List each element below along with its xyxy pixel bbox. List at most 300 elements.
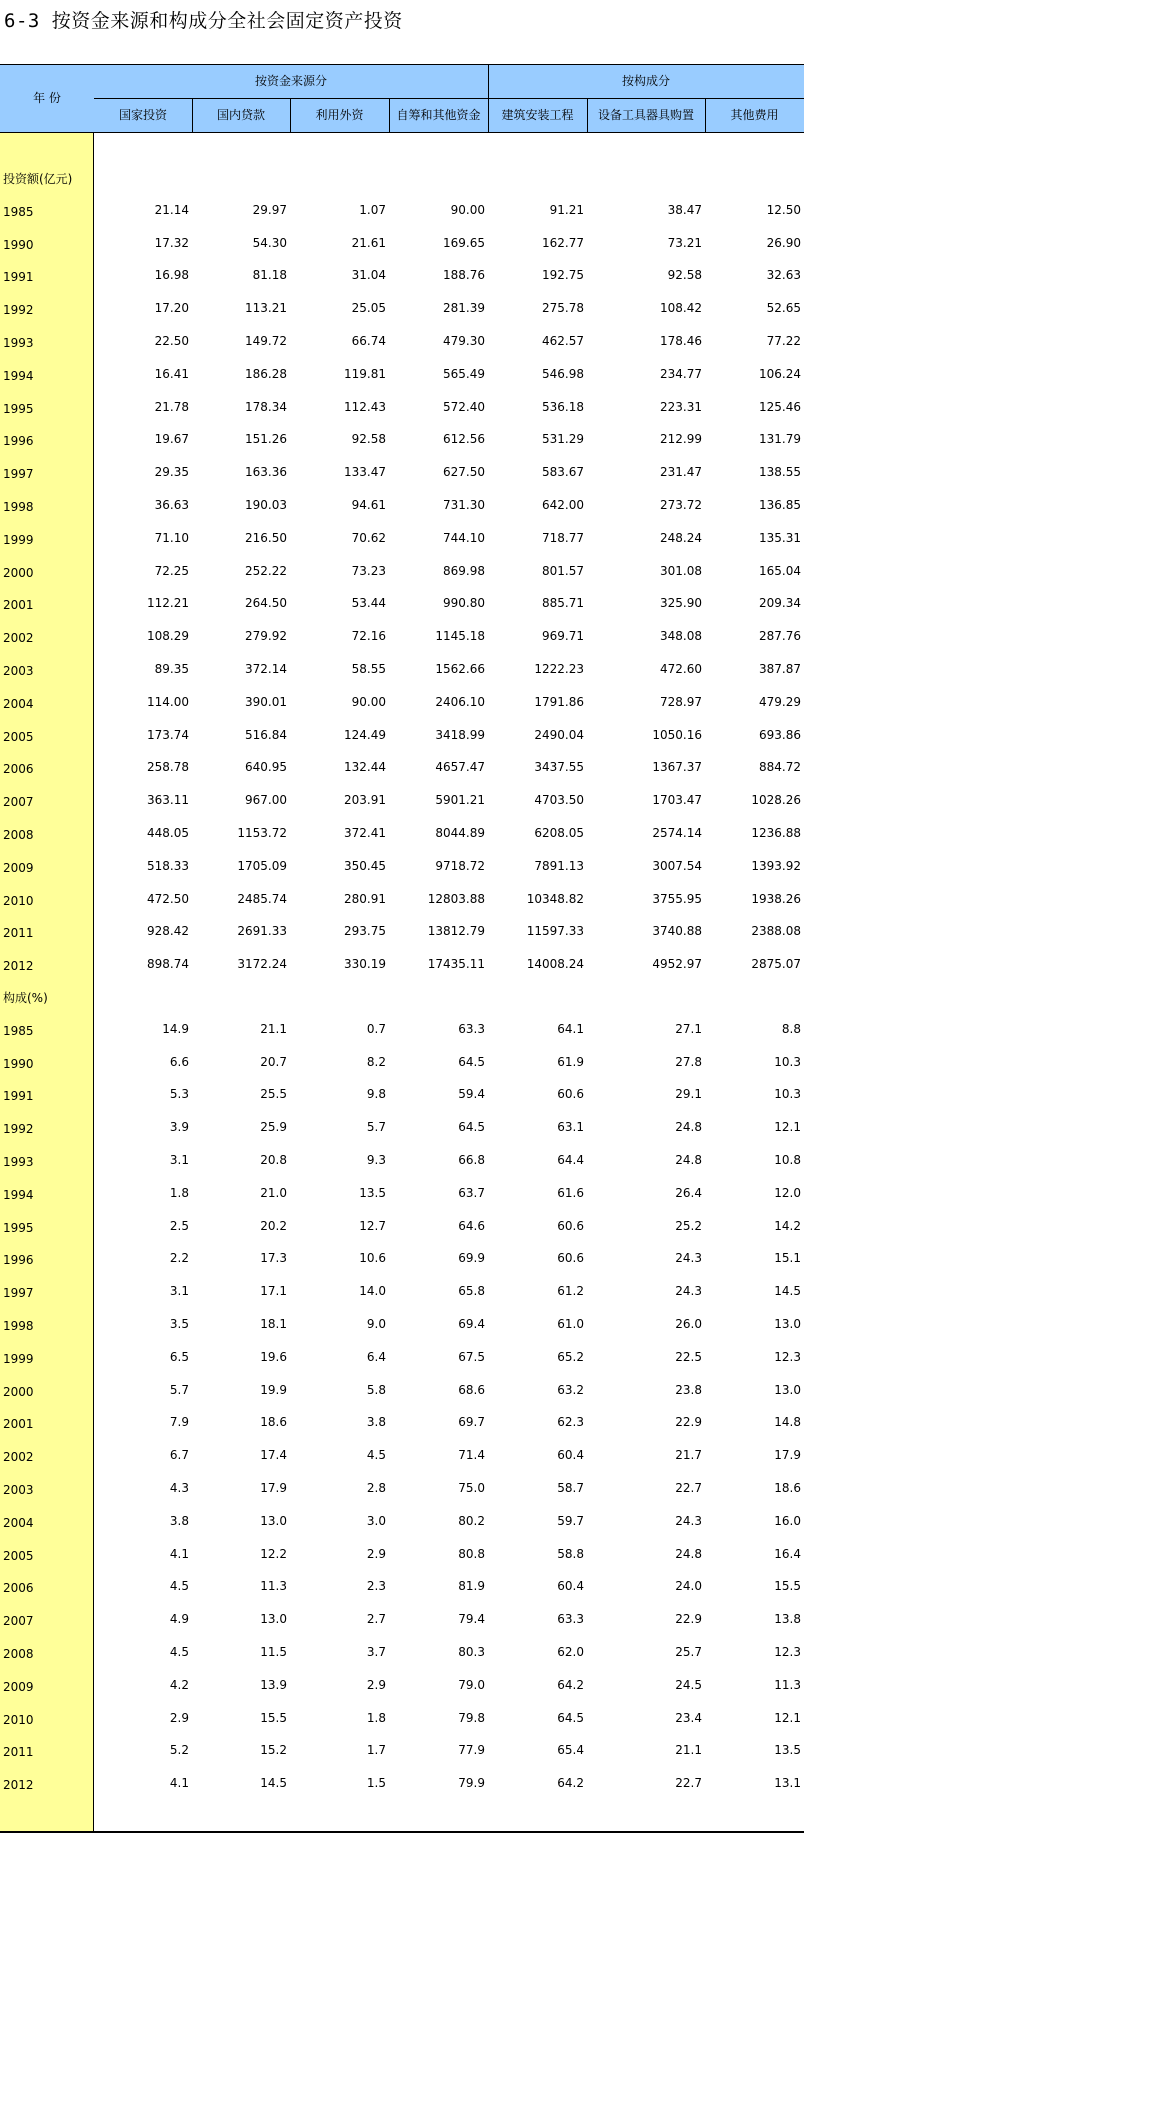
table-cell: 13.8 — [774, 1612, 801, 1627]
row-year: 1993 — [3, 336, 34, 350]
row-year: 1991 — [3, 1089, 34, 1104]
table-cell: 60.6 — [557, 1251, 584, 1266]
row-year: 1990 — [3, 1056, 34, 1071]
table-cell: 14008.24 — [526, 957, 584, 972]
row-year: 1993 — [3, 1155, 34, 1169]
section-label: 投资额(亿元) — [3, 172, 73, 186]
table-cell: 21.14 — [154, 202, 189, 217]
table-cell: 151.26 — [245, 432, 287, 447]
table-cell: 21.78 — [154, 399, 189, 414]
table-cell: 4703.50 — [534, 793, 584, 808]
row-year: 2000 — [3, 1384, 34, 1399]
table-cell: 448.05 — [147, 826, 189, 840]
table-cell: 0.7 — [366, 1021, 386, 1036]
table-cell: 90.00 — [351, 694, 386, 709]
table-cell: 22.50 — [154, 334, 189, 348]
table-cell: 113.21 — [245, 301, 287, 316]
table-cell: 8.8 — [781, 1021, 801, 1036]
table-cell: 17.1 — [260, 1284, 287, 1299]
table-cell: 63.3 — [557, 1612, 584, 1627]
table-cell: 60.6 — [557, 1087, 584, 1102]
table-cell: 212.99 — [660, 432, 702, 447]
table-cell: 138.55 — [759, 465, 801, 480]
table-cell: 80.2 — [458, 1513, 485, 1528]
table-cell: 26.4 — [675, 1185, 702, 1200]
table-cell: 7.9 — [169, 1415, 189, 1430]
table-cell: 60.4 — [557, 1448, 584, 1463]
header-col-other-expenses: 其他费用 — [730, 108, 779, 122]
table-cell: 3418.99 — [435, 727, 485, 742]
table-cell: 17.4 — [260, 1448, 287, 1463]
table-cell: 223.31 — [660, 399, 702, 414]
table-cell: 32.63 — [766, 268, 801, 283]
table-cell: 516.84 — [245, 727, 287, 742]
table-cell: 13.5 — [359, 1185, 386, 1200]
row-year: 2011 — [3, 926, 34, 941]
table-cell: 79.4 — [458, 1612, 485, 1627]
row-year: 2003 — [3, 664, 34, 678]
table-cell: 3755.95 — [652, 891, 702, 906]
row-year: 2001 — [3, 598, 34, 613]
table-cell: 12.3 — [774, 1349, 801, 1364]
row-year: 1996 — [3, 1253, 34, 1268]
table-cell: 264.50 — [245, 596, 287, 611]
table-cell: 17.3 — [260, 1251, 287, 1266]
table-cell: 17.9 — [260, 1481, 287, 1495]
year-column-band — [0, 64, 94, 1832]
row-year: 1997 — [3, 467, 34, 482]
table-cell: 69.9 — [458, 1251, 485, 1266]
table-cell: 2.5 — [169, 1218, 189, 1233]
table-cell: 14.5 — [774, 1284, 801, 1299]
table-cell: 17.20 — [154, 301, 189, 316]
table-cell: 275.78 — [542, 301, 584, 316]
table-cell: 22.9 — [675, 1612, 702, 1627]
table-cell: 25.7 — [675, 1645, 702, 1659]
table-cell: 14.0 — [359, 1284, 386, 1299]
table-cell: 63.1 — [557, 1120, 584, 1135]
header-col-self-raised-funds: 自筹和其他资金 — [396, 108, 481, 122]
table-cell: 5.3 — [169, 1087, 189, 1102]
table-cell: 869.98 — [443, 563, 485, 578]
page-title: 6-3 按资金来源和构成分全社会固定资产投资 — [4, 10, 403, 32]
table-cell: 531.29 — [542, 432, 584, 447]
table-cell: 640.95 — [245, 760, 287, 775]
table-cell: 287.76 — [759, 629, 801, 644]
table-cell: 612.56 — [443, 432, 485, 447]
table-cell: 16.0 — [774, 1513, 801, 1528]
table-cell: 8044.89 — [435, 826, 485, 840]
table-cell: 18.6 — [774, 1481, 801, 1495]
table-cell: 387.87 — [759, 662, 801, 676]
header-top-border — [0, 64, 804, 65]
table-cell: 108.42 — [660, 301, 702, 316]
table-cell: 1.8 — [169, 1185, 189, 1200]
table-cell: 94.61 — [351, 498, 386, 512]
table-bottom-border — [0, 1831, 804, 1833]
table-cell: 231.47 — [660, 465, 702, 480]
table-cell: 5901.21 — [435, 793, 485, 808]
table-cell: 4657.47 — [435, 760, 485, 775]
table-cell: 135.31 — [759, 530, 801, 545]
table-cell: 69.4 — [458, 1317, 485, 1331]
table-cell: 53.44 — [351, 596, 386, 611]
table-cell: 10.8 — [774, 1153, 801, 1167]
row-year: 1998 — [3, 1319, 34, 1333]
row-year: 2005 — [3, 729, 34, 744]
table-cell: 693.86 — [759, 727, 801, 742]
table-cell: 90.00 — [450, 202, 485, 217]
table-cell: 718.77 — [542, 530, 584, 545]
table-cell: 112.43 — [344, 399, 386, 414]
table-cell: 25.9 — [260, 1120, 287, 1135]
table-cell: 125.46 — [759, 399, 801, 414]
table-cell: 12.0 — [774, 1185, 801, 1200]
table-cell: 19.6 — [260, 1349, 287, 1364]
table-cell: 9718.72 — [435, 858, 485, 873]
table-cell: 73.21 — [667, 235, 702, 250]
table-cell: 14.9 — [162, 1021, 189, 1036]
table-cell: 4.5 — [366, 1448, 386, 1463]
row-year: 2010 — [3, 893, 34, 908]
table-cell: 5.8 — [366, 1382, 386, 1397]
section-label: 构成(%) — [3, 991, 48, 1005]
table-cell: 1050.16 — [652, 727, 702, 742]
table-cell: 119.81 — [344, 366, 386, 381]
table-cell: 162.77 — [542, 235, 584, 250]
table-cell: 273.72 — [660, 498, 702, 512]
table-cell: 79.8 — [458, 1710, 485, 1725]
table-cell: 3.9 — [169, 1120, 189, 1135]
table-cell: 2875.07 — [751, 957, 801, 972]
table-cell: 6.7 — [169, 1448, 189, 1463]
table-cell: 108.29 — [147, 629, 189, 644]
table-cell: 27.8 — [675, 1054, 702, 1069]
table-cell: 124.49 — [344, 727, 386, 742]
table-cell: 248.24 — [660, 530, 702, 545]
row-year: 1995 — [3, 401, 34, 416]
table-cell: 2388.08 — [751, 924, 801, 939]
table-cell: 149.72 — [245, 334, 287, 348]
table-cell: 281.39 — [443, 301, 485, 316]
table-cell: 23.4 — [675, 1710, 702, 1725]
table-cell: 13812.79 — [427, 924, 485, 939]
table-cell: 258.78 — [147, 760, 189, 775]
table-cell: 173.74 — [147, 727, 189, 742]
table-cell: 29.35 — [154, 465, 189, 480]
table-cell: 23.8 — [675, 1382, 702, 1397]
table-cell: 16.4 — [774, 1546, 801, 1561]
row-year: 2011 — [3, 1745, 34, 1760]
table-cell: 71.10 — [154, 530, 189, 545]
table-cell: 13.0 — [774, 1317, 801, 1331]
table-cell: 4.5 — [169, 1645, 189, 1659]
row-year: 1995 — [3, 1220, 34, 1235]
table-cell: 22.7 — [675, 1776, 702, 1791]
table-cell: 114.00 — [147, 694, 189, 709]
table-cell: 9.8 — [366, 1087, 386, 1102]
table-cell: 479.30 — [443, 334, 485, 348]
table-cell: 92.58 — [667, 268, 702, 283]
table-cell: 178.34 — [245, 399, 287, 414]
table-cell: 59.4 — [458, 1087, 485, 1102]
table-cell: 12.7 — [359, 1218, 386, 1233]
table-cell: 2.2 — [169, 1251, 189, 1266]
table-cell: 6208.05 — [534, 826, 584, 840]
table-cell: 627.50 — [443, 465, 485, 480]
table-cell: 2406.10 — [435, 694, 485, 709]
table-cell: 24.3 — [675, 1513, 702, 1528]
table-cell: 472.60 — [660, 662, 702, 676]
table-cell: 12803.88 — [427, 891, 485, 906]
table-cell: 60.6 — [557, 1218, 584, 1233]
table-cell: 72.16 — [351, 629, 386, 644]
table-cell: 14.2 — [774, 1218, 801, 1233]
table-cell: 1791.86 — [534, 694, 584, 709]
table-cell: 11.5 — [260, 1645, 287, 1659]
table-cell: 363.11 — [147, 793, 189, 808]
table-cell: 1562.66 — [435, 662, 485, 676]
table-cell: 1.5 — [366, 1776, 386, 1791]
table-cell: 4.1 — [169, 1776, 189, 1791]
table-cell: 5.7 — [169, 1382, 189, 1397]
table-cell: 8.2 — [366, 1054, 386, 1069]
table-cell: 216.50 — [245, 530, 287, 545]
table-cell: 58.55 — [351, 662, 386, 676]
table-cell: 79.0 — [458, 1677, 485, 1692]
row-year: 2008 — [3, 1647, 34, 1661]
table-cell: 136.85 — [759, 498, 801, 512]
table-cell: 2.9 — [169, 1710, 189, 1725]
table-cell: 3437.55 — [534, 760, 584, 775]
table-cell: 11.3 — [260, 1579, 287, 1594]
table-cell: 884.72 — [759, 760, 801, 775]
table-cell: 1393.92 — [751, 858, 801, 873]
row-year: 1994 — [3, 1187, 34, 1202]
table-cell: 27.1 — [675, 1021, 702, 1036]
table-cell: 252.22 — [245, 563, 287, 578]
table-cell: 546.98 — [542, 366, 584, 381]
table-cell: 60.4 — [557, 1579, 584, 1594]
row-year: 1991 — [3, 270, 34, 285]
table-cell: 12.1 — [774, 1120, 801, 1135]
table-cell: 165.04 — [759, 563, 801, 578]
table-cell: 133.47 — [344, 465, 386, 480]
table-cell: 58.7 — [557, 1481, 584, 1495]
table-cell: 2490.04 — [534, 727, 584, 742]
table-cell: 21.1 — [675, 1743, 702, 1758]
table-cell: 80.3 — [458, 1645, 485, 1659]
table-cell: 472.50 — [147, 891, 189, 906]
table-cell: 13.0 — [774, 1382, 801, 1397]
table-cell: 518.33 — [147, 858, 189, 873]
table-cell: 13.0 — [260, 1513, 287, 1528]
table-cell: 89.35 — [154, 662, 189, 676]
table-cell: 1236.88 — [751, 826, 801, 840]
table-cell: 1367.37 — [652, 760, 702, 775]
table-cell: 16.41 — [154, 366, 189, 381]
table-cell: 234.77 — [660, 366, 702, 381]
table-cell: 6.5 — [169, 1349, 189, 1364]
table-cell: 77.22 — [766, 334, 801, 348]
table-cell: 79.9 — [458, 1776, 485, 1791]
table-cell: 3.0 — [366, 1513, 386, 1528]
table-cell: 63.3 — [458, 1021, 485, 1036]
table-cell: 64.5 — [458, 1120, 485, 1135]
table-cell: 91.21 — [549, 202, 584, 217]
table-cell: 801.57 — [542, 563, 584, 578]
table-cell: 21.0 — [260, 1185, 287, 1200]
table-cell: 3740.88 — [652, 924, 702, 939]
table-cell: 3007.54 — [652, 858, 702, 873]
header-col-equipment-purchase: 设备工具器具购置 — [597, 108, 694, 122]
table-cell: 65.4 — [557, 1743, 584, 1758]
table-cell: 13.0 — [260, 1612, 287, 1627]
table-cell: 990.80 — [443, 596, 485, 611]
table-cell: 4.1 — [169, 1546, 189, 1561]
table-cell: 969.71 — [542, 629, 584, 644]
table-cell: 13.1 — [774, 1776, 801, 1791]
header-group-divider — [94, 98, 804, 99]
table-cell: 1.8 — [366, 1710, 386, 1725]
table-cell: 64.4 — [557, 1153, 584, 1167]
table-cell: 131.79 — [759, 432, 801, 447]
header-col-construction-installation: 建筑安装工程 — [501, 108, 574, 122]
table-cell: 1145.18 — [435, 629, 485, 644]
table-cell: 2485.74 — [237, 891, 287, 906]
row-year: 2004 — [3, 696, 34, 711]
table-cell: 52.65 — [766, 301, 801, 316]
header-group-funding-source: 按资金来源分 — [254, 74, 327, 88]
table-cell: 26.90 — [766, 235, 801, 250]
table-cell: 112.21 — [147, 596, 189, 611]
table-cell: 3.1 — [169, 1284, 189, 1299]
table-cell: 462.57 — [542, 334, 584, 348]
row-year: 2000 — [3, 565, 34, 580]
table-cell: 390.01 — [245, 694, 287, 709]
table-cell: 4952.97 — [652, 957, 702, 972]
row-year: 1992 — [3, 1122, 34, 1137]
row-year: 2007 — [3, 1614, 34, 1629]
table-cell: 73.23 — [351, 563, 386, 578]
table-cell: 536.18 — [542, 399, 584, 414]
row-year: 1985 — [3, 204, 34, 219]
table-cell: 80.8 — [458, 1546, 485, 1561]
table-cell: 17.32 — [154, 235, 189, 250]
table-cell: 21.1 — [260, 1021, 287, 1036]
table-cell: 169.65 — [443, 235, 485, 250]
row-year: 1999 — [3, 1351, 34, 1366]
table-cell: 31.04 — [351, 268, 386, 283]
data-table — [0, 64, 804, 1832]
table-cell: 15.1 — [774, 1251, 801, 1266]
table-cell: 61.9 — [557, 1054, 584, 1069]
table-cell: 1.7 — [366, 1743, 386, 1758]
table-cell: 14.5 — [260, 1776, 287, 1791]
table-cell: 192.75 — [542, 268, 584, 283]
table-cell: 209.34 — [759, 596, 801, 611]
table-cell: 330.19 — [344, 957, 386, 972]
table-cell: 583.67 — [542, 465, 584, 480]
table-cell: 885.71 — [542, 596, 584, 611]
table-cell: 1703.47 — [652, 793, 702, 808]
table-cell: 1705.09 — [237, 858, 287, 873]
table-cell: 2.9 — [366, 1546, 386, 1561]
table-cell: 190.03 — [245, 498, 287, 512]
table-cell: 19.67 — [154, 432, 189, 447]
row-year: 2006 — [3, 762, 34, 777]
table-cell: 203.91 — [344, 793, 386, 808]
table-cell: 61.0 — [557, 1317, 584, 1331]
row-year: 2007 — [3, 795, 34, 810]
table-cell: 731.30 — [443, 498, 485, 512]
table-cell: 12.2 — [260, 1546, 287, 1561]
table-cell: 70.62 — [351, 530, 386, 545]
table-cell: 1222.23 — [534, 662, 584, 676]
table-cell: 21.7 — [675, 1448, 702, 1463]
table-cell: 3.8 — [169, 1513, 189, 1528]
table-cell: 21.61 — [351, 235, 386, 250]
table-cell: 132.44 — [344, 760, 386, 775]
table-cell: 62.3 — [557, 1415, 584, 1430]
table-cell: 10.3 — [774, 1087, 801, 1102]
table-cell: 15.2 — [260, 1743, 287, 1758]
table-cell: 64.2 — [557, 1677, 584, 1692]
table-cell: 744.10 — [443, 530, 485, 545]
table-cell: 26.0 — [675, 1317, 702, 1331]
table-cell: 188.76 — [443, 268, 485, 283]
row-year: 1985 — [3, 1023, 34, 1038]
table-cell: 106.24 — [759, 366, 801, 381]
table-cell: 2574.14 — [652, 826, 702, 840]
table-cell: 81.9 — [458, 1579, 485, 1594]
table-cell: 6.4 — [366, 1349, 386, 1364]
table-cell: 4.5 — [169, 1579, 189, 1594]
table-cell: 14.8 — [774, 1415, 801, 1430]
row-year: 2006 — [3, 1581, 34, 1596]
table-cell: 9.3 — [366, 1153, 386, 1167]
table-cell: 22.9 — [675, 1415, 702, 1430]
row-year: 1997 — [3, 1286, 34, 1301]
table-cell: 479.29 — [759, 694, 801, 709]
table-cell: 301.08 — [660, 563, 702, 578]
table-cell: 293.75 — [344, 924, 386, 939]
table-cell: 71.4 — [458, 1448, 485, 1463]
row-year: 2008 — [3, 828, 34, 842]
table-cell: 66.8 — [458, 1153, 485, 1167]
table-cell: 163.36 — [245, 465, 287, 480]
table-cell: 67.5 — [458, 1349, 485, 1364]
table-cell: 572.40 — [443, 399, 485, 414]
table-cell: 72.25 — [154, 563, 189, 578]
row-year: 2004 — [3, 1515, 34, 1530]
table-cell: 77.9 — [458, 1743, 485, 1758]
table-cell: 7891.13 — [534, 858, 584, 873]
table-cell: 4.9 — [169, 1612, 189, 1627]
table-cell: 29.1 — [675, 1087, 702, 1102]
table-cell: 64.1 — [557, 1021, 584, 1036]
table-cell: 25.5 — [260, 1087, 287, 1102]
table-cell: 350.45 — [344, 858, 386, 873]
table-cell: 5.7 — [366, 1120, 386, 1135]
table-cell: 25.05 — [351, 301, 386, 316]
table-cell: 65.2 — [557, 1349, 584, 1364]
table-cell: 6.6 — [169, 1054, 189, 1069]
table-cell: 928.42 — [147, 924, 189, 939]
table-cell: 18.6 — [260, 1415, 287, 1430]
table-cell: 1.07 — [359, 202, 386, 217]
table-cell: 18.1 — [260, 1317, 287, 1331]
